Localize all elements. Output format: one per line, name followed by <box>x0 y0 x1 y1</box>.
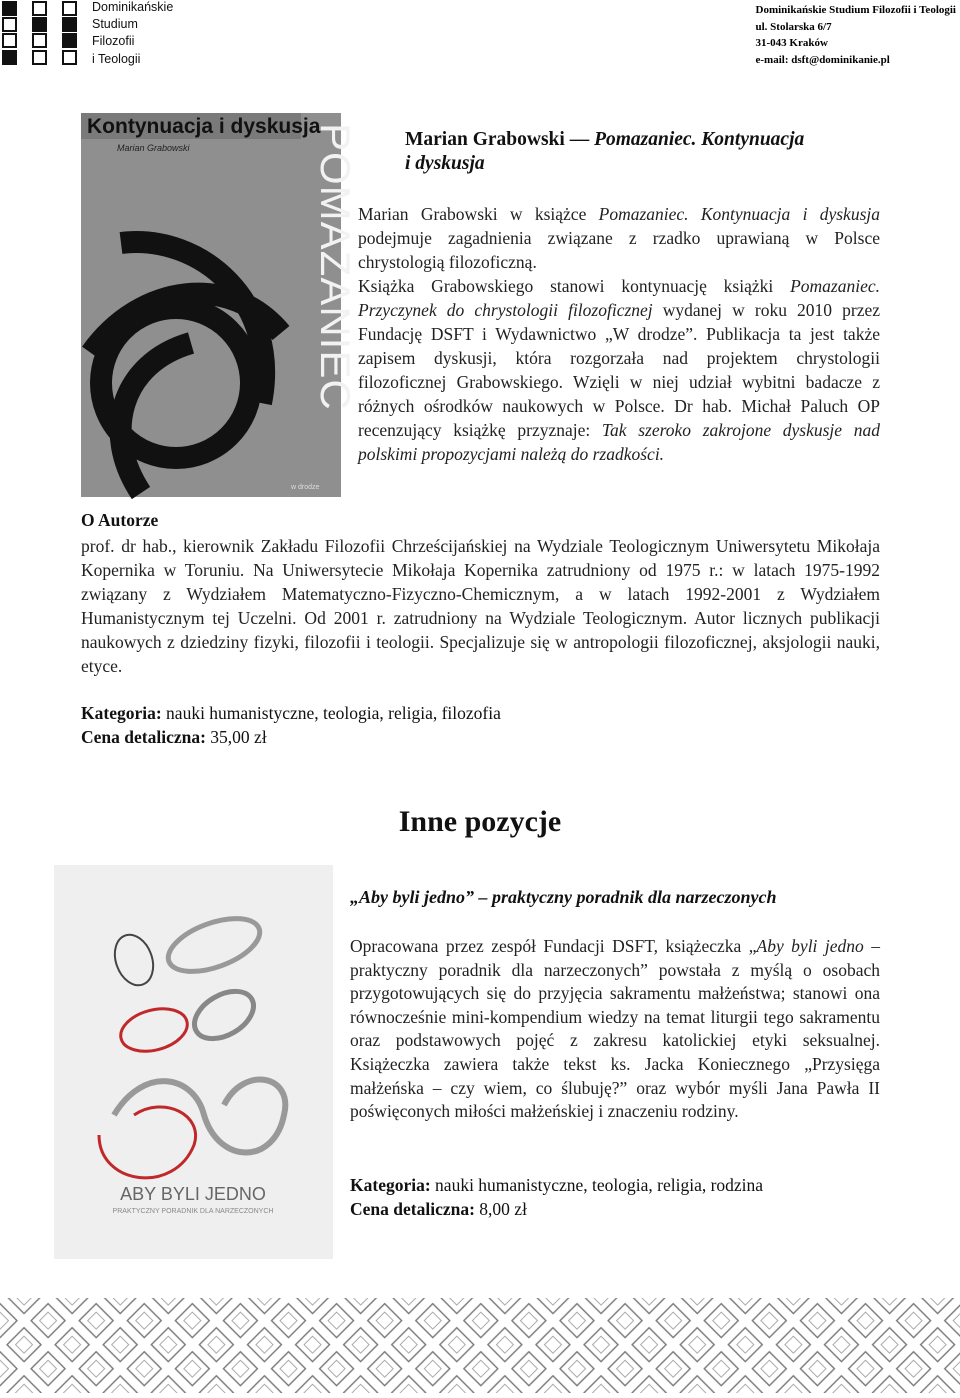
category-label: Kategoria: <box>350 1175 431 1195</box>
footer-decorative-pattern <box>0 1298 960 1393</box>
author-heading: O Autorze <box>81 510 159 530</box>
contact-address <box>756 2 957 68</box>
logo-square <box>32 33 47 48</box>
address-city: 31-043 Kraków <box>755 37 828 49</box>
price-label: Cena detaliczna: <box>81 727 206 747</box>
book-cover-aby-byli-jedno[interactable] <box>54 865 333 1259</box>
footer-pattern-icon <box>0 1298 960 1393</box>
book2-description <box>350 935 880 1124</box>
italic-run: Aby byli jedno <box>756 936 864 956</box>
logo-square <box>62 33 77 48</box>
logo-square <box>2 50 17 65</box>
description-paragraph-2 <box>358 274 880 466</box>
book-cover-pomazaniec[interactable] <box>81 113 359 497</box>
book-title-author: Marian Grabowski <box>405 129 565 150</box>
description-paragraph-1 <box>358 202 880 274</box>
category-line <box>81 701 501 725</box>
text-run: – praktyczny poradnik dla narzeczonych” powstała z myślą o osobach przygotowujących się do przyjęcia sakramentu małżeństwa; stanowi ona równocześnie mini-kompendium wiedzy na temat liturgii tego sakramentu oraz podstawowych pojęć z zakresu katolickiej etyki seksualnej. Książeczka zawiera także tekst ks. Jacka Koniecznego „Przysięga małżeńska – czy wiem, co ślubuję?” oraz wybór myśli Jana Pawła II poświęconych miłości małżeńskiej i znaczeniu rodziny. <box>350 936 881 1122</box>
section-heading: Inne pozycje <box>398 805 562 838</box>
address-email[interactable]: e-mail: dsft@dominikanie.pl <box>755 53 890 66</box>
book-cover-art <box>54 865 333 1259</box>
price-line <box>81 725 267 749</box>
price-value: 8,00 zł <box>474 1199 527 1219</box>
logo-square <box>2 33 17 48</box>
text-run: podejmuje zagadnienia związane z rzadko uprawianą w Polsce chrystologią filozoficzną. <box>358 228 880 272</box>
cover-author-text: Marian Grabowski <box>117 143 190 153</box>
logo-square <box>2 17 17 32</box>
book-title-italic-2: i dyskusja <box>405 153 485 174</box>
logo-square <box>62 1 77 16</box>
logo-square <box>32 1 47 16</box>
book2-price-line <box>350 1197 527 1221</box>
book-cover-art <box>81 113 359 497</box>
book2-title: „Aby byli jedno” – praktyczny poradnik dla narzeczonych <box>350 887 777 907</box>
book2-category-line <box>350 1173 763 1197</box>
book-description <box>358 202 880 466</box>
price-label: Cena detaliczna: <box>350 1199 475 1219</box>
logo-square <box>62 50 77 65</box>
address-street: ul. Stolarska 6/7 <box>755 20 832 33</box>
logo-square <box>32 50 47 65</box>
cover-publisher: w drodze <box>291 484 320 491</box>
cover-side-title: POMAZANIEC <box>312 123 359 411</box>
logo-text-line: Dominikańskie <box>92 0 174 14</box>
cover-top-text: Kontynuacja i dyskusja <box>87 115 321 138</box>
category-value: nauki humanistyczne, teologia, religia, rodzina <box>430 1175 764 1195</box>
text-run: Marian Grabowski w książce <box>358 204 599 224</box>
cover2-subtitle: PRAKTYCZNY PORADNIK DLA NARZECZONYCH <box>112 1208 274 1215</box>
logo-text-line: Studium <box>92 17 138 31</box>
logo-text-line: Filozofii <box>92 34 135 48</box>
quote-italic: Tak szeroko zakrojone dyskusje nad polskimi propozycjami należą do rzadkości. <box>358 420 880 464</box>
italic-run: Pomazaniec. Kontynuacja i dyskusja <box>598 204 880 224</box>
book-title <box>405 128 885 176</box>
book-title-dash: — <box>564 129 595 150</box>
logo-text-line: i Teologii <box>92 52 141 66</box>
dsft-logo[interactable] <box>0 0 200 72</box>
address-name: Dominikańskie Studium Filozofii i Teologii <box>755 4 956 16</box>
book-title-italic: Pomazaniec. Kontynuacja <box>594 129 805 150</box>
logo-square <box>62 17 77 32</box>
author-bio: prof. dr hab., kierownik Zakładu Filozofii Chrześcijańskiej na Wydziale Teologicznym Uniwersytetu Mikołaja Kopernika w Toruniu. Na Uniwersytecie Mikołaja Kopernika zatrudniony od 1975 r.: w latach 1975-1992 związany z Wydziałem Matematyczno-Fizyczno-Chemicznym, a w latach 1992-2001 z Wydziałem Humanistycznym tej Uczelni. Od 2001 r. zatrudniony na Wydziale Teologicznym. Autor licznych publikacji naukowych z dziedziny fizyki, filozofii i teologii. Specjalizuje się w antropologii filozoficznej, aksjologii nauki, etyce. <box>81 536 880 676</box>
text-run: wydanej w roku 2010 przez Fundację DSFT i Wydawnictwo „W drodze”. Publikacja ta jest także zapisem dyskusji, która rozgorzała nad projektem chrystologii filozoficznej Grabowskiego. Wzięli w niej udział wybitni badacze z różnych ośrodków naukowych w Polsce. Dr hab. Michał Paluch OP recenzujący książkę przyznaje: <box>358 300 881 440</box>
category-label: Kategoria: <box>81 703 162 723</box>
category-value: nauki humanistyczne, teologia, religia, filozofia <box>161 703 501 723</box>
price-value: 35,00 zł <box>205 727 267 747</box>
logo-square <box>2 1 17 16</box>
logo-square <box>32 17 47 32</box>
cover2-title: ABY BYLI JEDNO <box>120 1184 266 1204</box>
text-run: Opracowana przez zespół Fundacji DSFT, książeczka „ <box>350 936 757 956</box>
italic-run: Pomazaniec. Przyczynek do chrystologii filozoficznej <box>358 276 880 320</box>
text-run: Książka Grabowskiego stanowi kontynuację książki <box>358 276 791 296</box>
